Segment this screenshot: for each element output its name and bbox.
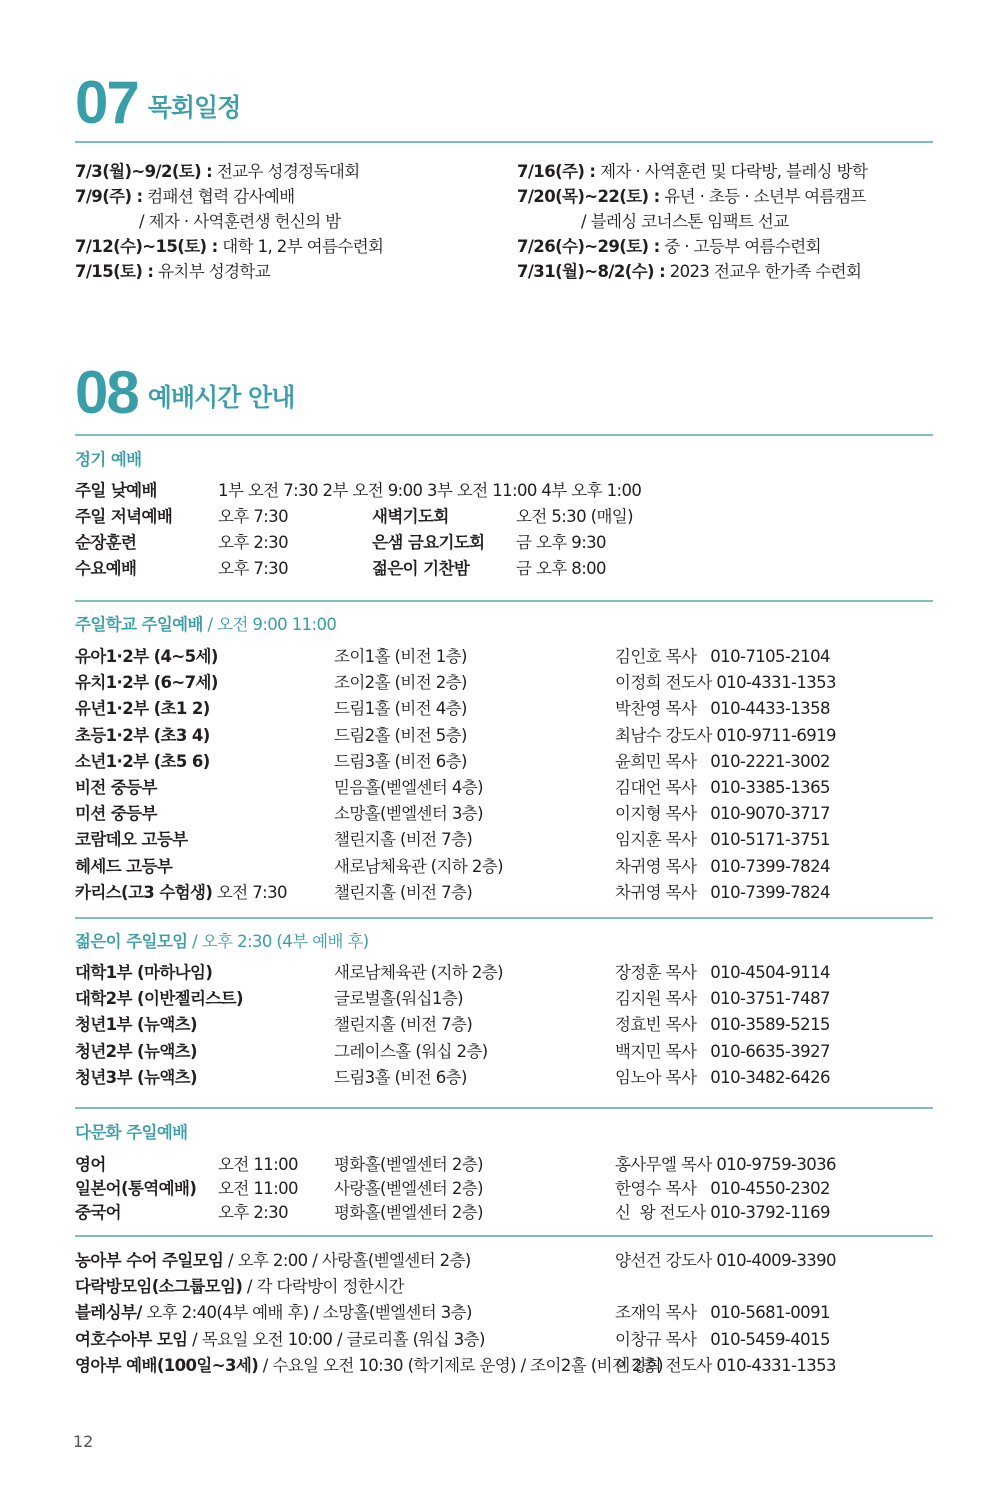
schedule-text: 전교우 성경정독대회	[212, 162, 360, 181]
gathering-detail: 오후 2:40(4부 예배 후) / 소망홀(벧엘센터 3층)	[141, 1303, 472, 1323]
schedule-item	[75, 187, 295, 207]
worship-name: 은샘 금요기도회	[372, 533, 485, 552]
section-07-header	[75, 69, 241, 136]
department-name	[75, 804, 157, 824]
regular-row-label: 주일 낮예배	[75, 481, 157, 500]
schedule-date: 7/15(토) :	[75, 262, 154, 281]
department-name	[75, 647, 218, 667]
language-name: 영어	[75, 1155, 106, 1174]
worship-contact: 한영수 목사 010-4550-2302	[615, 1179, 830, 1198]
gathering-detail: / 각 다락방이 정한시간	[242, 1277, 404, 1297]
department-place: 드림2홀 (비전 5층)	[334, 725, 467, 745]
worship-time: 오전 11:00	[218, 1155, 298, 1174]
department-label: 카리스(고3 수험생)	[75, 882, 213, 902]
regular-row-value: 1부 오전 7:30 2부 오전 9:00 3부 오전 11:00 4부 오후 1:00	[218, 481, 642, 500]
schedule-item	[517, 187, 866, 207]
schedule-text: 유치부 성경학교	[153, 262, 271, 281]
worship-contact: 신 왕 전도사 010-3792-1169	[615, 1203, 830, 1222]
department-contact: 박찬영 목사 010-4433-1358	[615, 699, 830, 719]
department-label: 유치1·2부 (6~7세)	[75, 673, 218, 693]
schedule-date: 7/9(주) :	[75, 187, 143, 206]
department-place: 그레이스홀 (워십 2층)	[334, 1041, 488, 1061]
schedule-text: 2023 전교우 한가족 수련회	[665, 262, 862, 281]
department-place: 소망홀(벧엘센터 3층)	[334, 804, 483, 824]
department-place: 믿음홀(벧엘센터 4층)	[334, 778, 483, 797]
department-name	[75, 778, 157, 798]
worship-name: 새벽기도회	[372, 507, 449, 526]
schedule-date: 7/31(월)~8/2(수) :	[517, 262, 666, 281]
department-contact: 차귀영 목사 010-7399-7824	[615, 856, 830, 876]
schedule-item	[75, 262, 270, 282]
schedule-item	[517, 262, 861, 282]
department-contact: 이정희 전도사 010-4331-1353	[615, 673, 836, 693]
worship-contact: 홍사무엘 목사 010-9759-3036	[615, 1155, 836, 1174]
schedule-text: 유년 · 초등 · 소년부 여름캠프	[659, 187, 866, 206]
department-place: 새로남체육관 (지하 2층)	[334, 963, 503, 982]
department-name: 대학2부 (이반젤리스트)	[75, 989, 243, 1009]
worship-time: 오전 11:00	[218, 1179, 298, 1198]
department-place: 글로벌홀(워십1층)	[334, 989, 463, 1009]
department-name: 청년3부 (뉴액츠)	[75, 1067, 197, 1087]
worship-name: 수요예배	[75, 559, 137, 578]
department-place: 드림3홀 (비전 6층)	[334, 751, 467, 771]
department-label: 미션 중등부	[75, 804, 157, 824]
subsection-heading-multicultural: 다문화 주일예배	[75, 1123, 188, 1142]
department-label: 유년1·2부 (초1 2)	[75, 699, 210, 719]
gathering-name: 영아부 예배(100일~3세)	[75, 1355, 259, 1375]
department-contact: 김지원 목사 010-3751-7487	[615, 989, 830, 1009]
department-contact: 김대언 목사 010-3385-1365	[615, 778, 830, 797]
gathering-info	[75, 1303, 472, 1323]
section-title: 목회일정	[147, 93, 241, 122]
language-name: 일본어(통역예배)	[75, 1179, 197, 1198]
department-name	[75, 752, 210, 772]
worship-name: 주일 저녁예배	[75, 507, 173, 526]
department-place: 챌린지홀 (비전 7층)	[334, 1015, 473, 1035]
department-name: 청년2부 (뉴액츠)	[75, 1041, 197, 1061]
schedule-text: 제자 · 사역훈련 및 다락방, 블레싱 방학	[595, 162, 868, 181]
schedule-date: 7/3(월)~9/2(토) :	[75, 162, 213, 181]
divider	[75, 1235, 933, 1237]
department-contact: 임지훈 목사 010-5171-3751	[615, 830, 830, 850]
schedule-text: 대학 1, 2부 여름수련회	[217, 237, 384, 256]
section-08-header	[75, 359, 295, 426]
gathering-info	[75, 1277, 404, 1297]
department-name	[75, 857, 172, 877]
department-name	[75, 830, 188, 850]
worship-name: 젊은이 기찬밤	[372, 559, 470, 578]
department-name	[75, 726, 210, 746]
department-place: 챌린지홀 (비전 7층)	[334, 882, 473, 902]
worship-time: 금 오후 9:30	[516, 533, 606, 552]
department-place: 새로남체육관 (지하 2층)	[334, 856, 503, 876]
worship-time: 금 오후 8:00	[516, 559, 606, 578]
department-label: 비전 중등부	[75, 778, 157, 797]
gathering-contact: 이정희 전도사 010-4331-1353	[615, 1355, 836, 1375]
schedule-text: / 블레싱 코너스톤 임팩트 선교	[581, 212, 789, 231]
department-contact: 이지형 목사 010-9070-3717	[615, 804, 830, 824]
worship-time: 오후 2:30	[218, 1203, 288, 1222]
gathering-detail: / 목요일 오전 10:00 / 글로리홀 (워십 3층)	[187, 1329, 485, 1349]
section-number: 08	[75, 359, 138, 426]
gathering-contact: 조재익 목사 010-5681-0091	[615, 1303, 830, 1323]
schedule-item	[581, 212, 789, 232]
section-number: 07	[75, 69, 138, 136]
gathering-contact: 이창규 목사 010-5459-4015	[615, 1329, 830, 1349]
worship-place: 평화홀(벧엘센터 2층)	[334, 1155, 483, 1174]
gathering-contact: 양선건 강도사 010-4009-3390	[615, 1251, 836, 1270]
department-label: 초등1·2부 (초3 4)	[75, 725, 210, 745]
department-name	[75, 673, 218, 693]
department-place: 조이2홀 (비전 2층)	[334, 673, 467, 693]
page-number: 12	[73, 1432, 94, 1451]
department-label: 유아1·2부 (4~5세)	[75, 647, 218, 666]
department-label: 헤세드 고등부	[75, 856, 173, 876]
worship-time: 오후 7:30	[218, 559, 288, 578]
department-place: 챌린지홀 (비전 7층)	[334, 830, 473, 850]
gathering-detail: / 오후 2:00 / 사랑홀(벧엘센터 2층)	[223, 1251, 471, 1270]
worship-time: 오전 5:30 (매일)	[516, 507, 633, 526]
gathering-name: 여호수아부 모임	[75, 1329, 188, 1349]
department-label: 코람데오 고등부	[75, 830, 188, 850]
department-contact: 최남수 강도사 010-9711-6919	[615, 725, 836, 745]
schedule-date: 7/20(목)~22(토) :	[517, 187, 660, 206]
subsection-heading-young-adult: 젊은이 주일모임 / 오후 2:30 (4부 예배 후)	[75, 932, 369, 951]
department-name	[75, 883, 287, 903]
department-contact: 정효빈 목사 010-3589-5215	[615, 1015, 830, 1035]
subsection-heading-sunday-school: 주일학교 주일예배 / 오전 9:00 11:00	[75, 615, 337, 634]
divider	[75, 1107, 933, 1109]
language-name: 중국어	[75, 1203, 122, 1222]
divider	[75, 434, 933, 436]
worship-name: 순장훈련	[75, 533, 137, 552]
worship-time: 오후 2:30	[218, 533, 288, 552]
department-label: 소년1·2부 (초5 6)	[75, 751, 210, 771]
department-contact: 차귀영 목사 010-7399-7824	[615, 882, 830, 902]
gathering-name: 농아부 수어 주일모임	[75, 1251, 224, 1270]
schedule-date: 7/12(수)~15(토) :	[75, 237, 218, 256]
schedule-date: 7/16(주) :	[517, 162, 596, 181]
divider	[75, 141, 933, 143]
schedule-date: 7/26(수)~29(토) :	[517, 237, 660, 256]
department-place: 조이1홀 (비전 1층)	[334, 647, 467, 666]
department-name	[75, 699, 210, 719]
schedule-item	[75, 237, 383, 257]
schedule-item	[139, 212, 341, 232]
schedule-item	[75, 162, 360, 182]
department-contact: 임노아 목사 010-3482-6426	[615, 1067, 830, 1087]
divider	[75, 600, 933, 602]
department-contact: 백지민 목사 010-6635-3927	[615, 1041, 830, 1061]
department-contact: 김인호 목사 010-7105-2104	[615, 647, 830, 666]
department-contact: 윤희민 목사 010-2221-3002	[615, 751, 830, 771]
subsection-heading-regular: 정기 예배	[75, 450, 142, 469]
gathering-name: 다락방모임(소그룹모임)	[75, 1277, 243, 1297]
department-name: 대학1부 (마하나임)	[75, 963, 213, 982]
department-place: 드림1홀 (비전 4층)	[334, 699, 467, 719]
schedule-item	[517, 162, 867, 182]
department-contact: 장정훈 목사 010-4504-9114	[615, 963, 830, 982]
schedule-item	[517, 237, 821, 257]
worship-time: 오후 7:30	[218, 507, 288, 526]
worship-place: 사랑홀(벧엘센터 2층)	[334, 1179, 483, 1198]
gathering-info	[75, 1356, 663, 1376]
worship-place: 평화홀(벧엘센터 2층)	[334, 1203, 483, 1222]
gathering-detail: / 수요일 오전 10:30 (학기제로 운영) / 조이2홀 (비전 2층)	[258, 1355, 663, 1375]
department-name: 청년1부 (뉴액츠)	[75, 1015, 197, 1035]
gathering-info	[75, 1251, 471, 1271]
schedule-text: 중 · 고등부 여름수련회	[659, 237, 821, 256]
divider	[75, 917, 933, 919]
schedule-text: / 제자 · 사역훈련생 헌신의 밤	[139, 212, 341, 231]
schedule-text: 컴패션 협력 감사예배	[142, 187, 295, 206]
department-place: 드림3홀 (비전 6층)	[334, 1067, 467, 1087]
section-title: 예배시간 안내	[147, 383, 295, 412]
department-time: 오전 7:30	[212, 882, 287, 902]
gathering-info	[75, 1330, 485, 1350]
gathering-name: 블레싱부/	[75, 1303, 142, 1323]
